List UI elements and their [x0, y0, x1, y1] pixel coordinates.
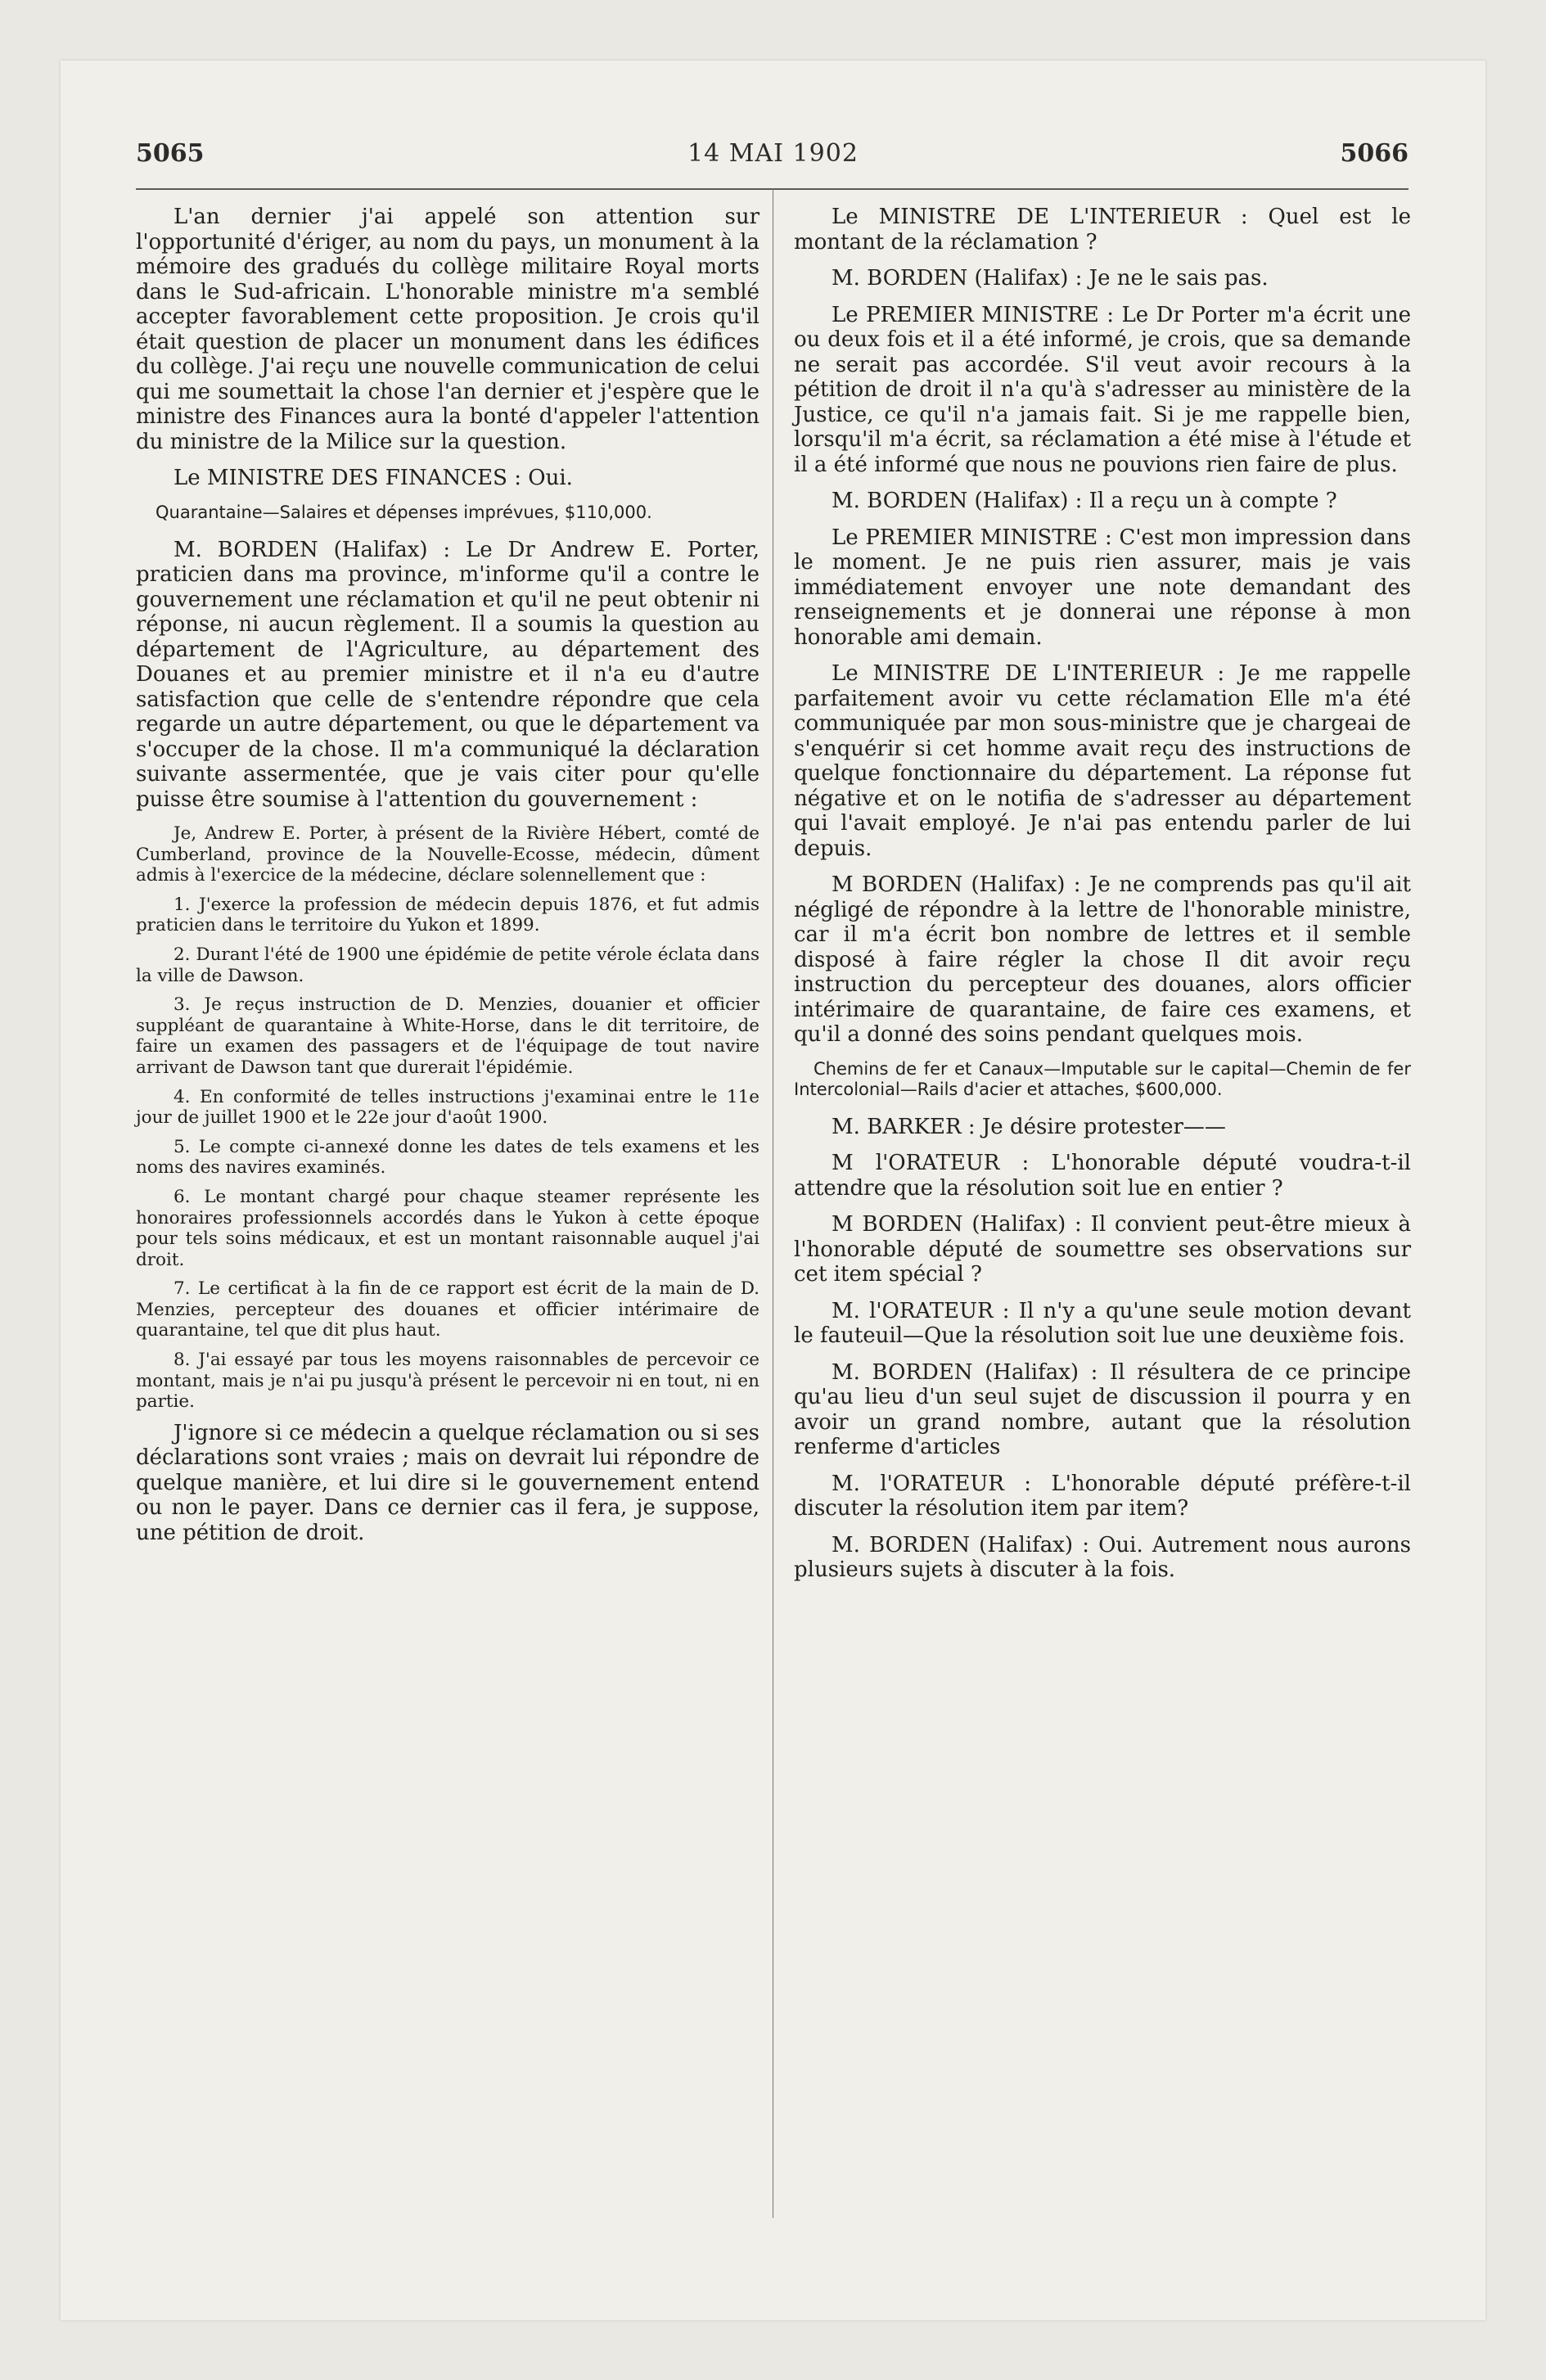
- paragraph: M BORDEN (Halifax) : Je ne comprends pas qu'il ait négligé de répondre à la lettre de l'honorable ministre, car il m'a écrit bon nombre de lettres et il semble disposé à faire régler la chose Il dit avoir reçu instruction du percepteur des douanes, alors officier intérimaire de quarantaine, de faire ces examens, et qu'il a donné des soins pendant quelques mois.: [794, 872, 1411, 1047]
- paragraph: M. BORDEN (Halifax) : Je ne le sais pas.: [832, 266, 1269, 291]
- quoted-declaration: 1. J'exerce la profession de médecin depuis 1876, et fut admis praticien dans le territoire du Yukon et 1899.: [136, 894, 759, 936]
- budget-item: Quarantaine—Salaires et dépenses imprévues, $110,000.: [156, 502, 652, 522]
- paragraph: Le PREMIER MINISTRE : Le Dr Porter m'a écrit une ou deux fois et il a été informé, je crois, que sa demande ne serait pas accordée. S'il veut avoir recours à la pétition de droit il n'a qu'à s'adresser au ministère de la Justice, ce qu'il n'a jamais fait. Si je me rappelle bien, lorsqu'il m'a écrit, sa réclamation a été mise à l'étude et il a été informé que nous ne pouvions rien faire de plus.: [794, 302, 1411, 477]
- paragraph: M. BORDEN (Halifax) : Le Dr Andrew E. Porter, praticien dans ma province, m'informe qu'il a contre le gouvernement une réclamation et qu'il ne peut obtenir ni réponse, ni aucun règlement. Il a soumis la question au département de l'Agriculture, au département des Douanes et au premier ministre et il n'a eu d'autre satisfaction que celle de s'entendre répondre que cela regarde un autre département, ou que le département va s'occuper de la chose. Il m'a communiqué la déclaration suivante assermentée, que je vais citer pour qu'elle puisse être soumise à l'attention du gouvernement :: [136, 537, 759, 812]
- paragraph: M BORDEN (Halifax) : Il convient peut-être mieux à l'honorable député de soumettre ses observations sur cet item spécial ?: [794, 1212, 1411, 1287]
- page-date: 14 MAI 1902: [687, 139, 859, 168]
- paragraph: M l'ORATEUR : L'honorable député voudra-t-il attendre que la résolution soit lue en entier ?: [794, 1151, 1411, 1201]
- quoted-declaration: 4. En conformité de telles instructions j'examinai entre le 11e jour de juillet 1900 et le 22e jour d'août 1900.: [136, 1086, 759, 1129]
- left-page-number: 5065: [136, 139, 205, 168]
- paragraph: J'ignore si ce médecin a quelque réclamation ou si ses déclarations sont vraies ; mais on devrait lui répondre de quelque manière, et lui dire si le gouvernement entend ou non le payer. Dans ce dernier cas il fera, je suppose, une pétition de droit.: [136, 1420, 759, 1545]
- paragraph: M. BORDEN (Halifax) : Il a reçu un à compte ?: [832, 489, 1337, 513]
- quoted-declaration: 2. Durant l'été de 1900 une épidémie de petite vérole éclata dans la ville de Dawson.: [136, 944, 759, 986]
- document-page: [61, 61, 1485, 2320]
- quoted-declaration: 6. Le montant chargé pour chaque steamer représente les honoraires professionnels accordés dans le Yukon à cette époque pour tels soins médicaux, et est un montant raisonnable auquel j'ai droit.: [136, 1186, 759, 1270]
- quoted-declaration: 5. Le compte ci-annexé donne les dates de tels examens et les noms des navires examinés.: [136, 1136, 759, 1179]
- quoted-declaration: 8. J'ai essayé par tous les moyens raisonnables de percevoir ce montant, mais je n'ai pu jusqu'à présent le percevoir ni en tout, ni en partie.: [136, 1350, 759, 1413]
- paragraph: M. BORDEN (Halifax) : Il résultera de ce principe qu'au lieu d'un seul sujet de discussion il pourra y en avoir un grand nombre, autant que la résolution renferme d'articles: [794, 1359, 1411, 1459]
- paragraph: M. l'ORATEUR : L'honorable député préfère-t-il discuter la résolution item par item?: [794, 1471, 1411, 1521]
- right-column: [794, 205, 1411, 1594]
- paragraph: M. l'ORATEUR : Il n'y a qu'une seule motion devant le fauteuil—Que la résolution soit lue une deuxième fois.: [794, 1298, 1411, 1348]
- budget-item: Chemins de fer et Canaux—Imputable sur le capital—Chemin de fer Intercolonial—Rails d'acier et attaches, $600,000.: [794, 1058, 1411, 1099]
- paragraph: Le MINISTRE DES FINANCES : Oui.: [174, 466, 573, 490]
- quoted-declaration: Je, Andrew E. Porter, à présent de la Rivière Hébert, comté de Cumberland, province de la Nouvelle-Ecosse, médecin, dûment admis à l'exercice de la médecine, déclare solennellement que :: [136, 823, 759, 886]
- paragraph: Le PREMIER MINISTRE : C'est mon impression dans le moment. Je ne puis rien assurer, mais je vais immédiatement envoyer une note demandant des renseignements et je donnerai une réponse à mon honorable ami demain.: [794, 525, 1411, 650]
- quoted-declaration: 7. Le certificat à la fin de ce rapport est écrit de la main de D. Menzies, percepteur des douanes et officier intérimaire de quarantaine, tel que dit plus haut.: [136, 1278, 759, 1341]
- paragraph: M. BORDEN (Halifax) : Oui. Autrement nous aurons plusieurs sujets à discuter à la fois.: [794, 1532, 1411, 1582]
- paragraph: M. BARKER : Je désire protester——: [832, 1114, 1226, 1139]
- right-page-number: 5066: [1340, 139, 1409, 168]
- paragraph: Le MINISTRE DE L'INTERIEUR : Quel est le montant de la réclamation ?: [794, 205, 1411, 255]
- quoted-declaration: 3. Je reçus instruction de D. Menzies, douanier et officier suppléant de quarantaine à White-Horse, dans le dit territoire, de faire un examen des passagers et de l'équipage de tout navire arrivant de Dawson tant que durerait l'épidémie.: [136, 994, 759, 1078]
- paragraph: L'an dernier j'ai appelé son attention sur l'opportunité d'ériger, au nom du pays, un monument à la mémoire des gradués du collège militaire Royal morts dans le Sud-africain. L'honorable ministre m'a semblé accepter favorablement cette proposition. Je crois qu'il était question de placer un monument dans les édifices du collège. J'ai reçu une nouvelle communication de celui qui me soumettait la chose l'an dernier et j'espère que le ministre des Finances aura la bonté d'appeler l'attention du ministre de la Milice sur la question.: [136, 205, 759, 454]
- paragraph: Le MINISTRE DE L'INTERIEUR : Je me rappelle parfaitement avoir vu cette réclamation Elle m'a été communiquée par mon sous-ministre que je chargeai de s'enquérir si cet homme avait reçu des instructions de quelque fonctionnaire du département. La réponse fut négative et on le notifia de s'adresser au département qui l'avait employé. Je n'ai pas entendu parler de lui depuis.: [794, 661, 1411, 861]
- left-column: [136, 205, 759, 1557]
